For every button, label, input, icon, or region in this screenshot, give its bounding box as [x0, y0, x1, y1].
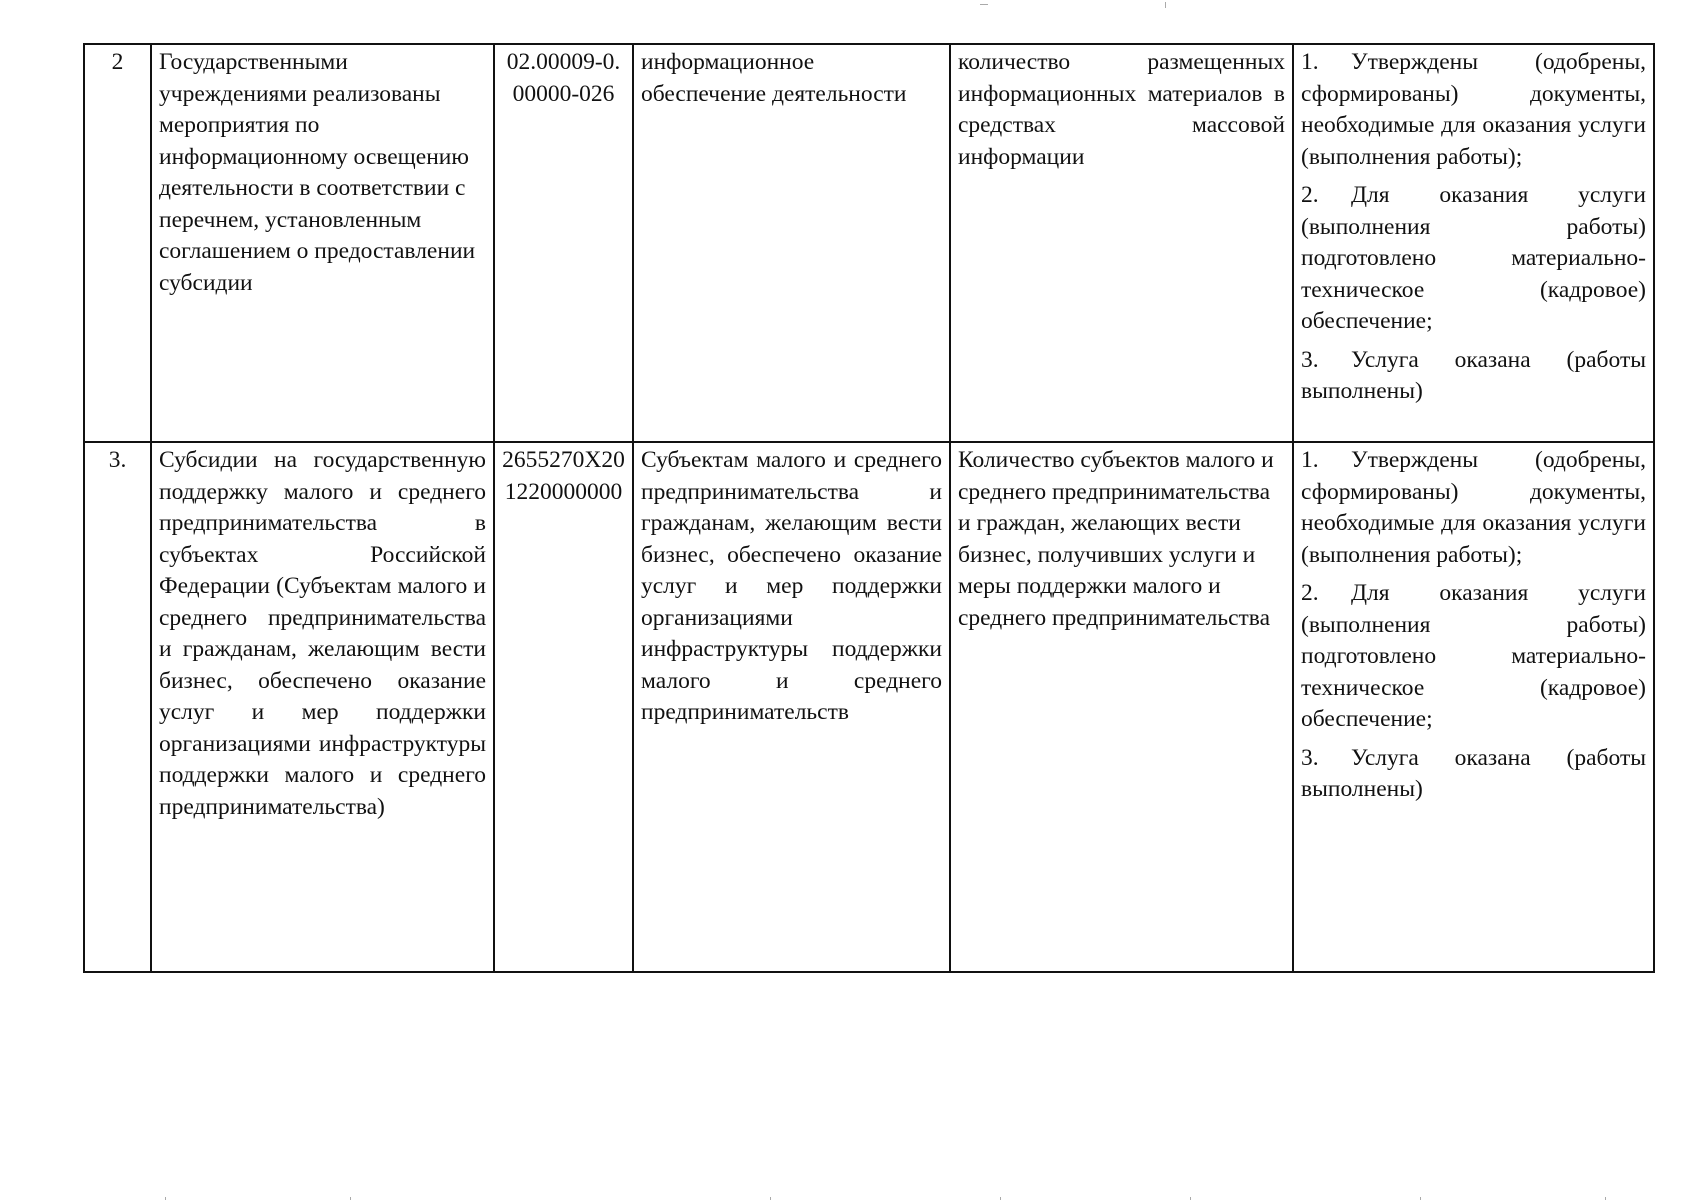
- condition-item: [1301, 180, 1646, 338]
- row-indicator: Количество субъектов малого и среднего предпринимательства и граждан, желающих вести бизнес, получивших услуги и меры поддержки малого и среднего предпринимательства: [950, 442, 1293, 972]
- document-table: [83, 43, 1655, 973]
- row-name: Субсидии на государственную поддержку малого и среднего предпринимательства в субъектах Российской Федерации (Субъектам малого и среднего предпринимательства и гражданам, желающим вести бизнес, обеспечено оказание услуг и мер поддержки организациями инфраструктуры поддержки малого и среднего предпринимательства): [151, 442, 494, 972]
- table-row: [84, 44, 1654, 442]
- condition-text: Для оказания услуги (выполнения работы) подготовлено материально-техническое (кадровое) обеспечение;: [1301, 182, 1646, 334]
- condition-number: 3.: [1301, 744, 1319, 771]
- condition-item: [1301, 345, 1646, 408]
- row-conditions: [1293, 442, 1654, 972]
- conditions-list: [1301, 47, 1646, 408]
- row-number: 2: [84, 44, 151, 442]
- row-number: 3.: [84, 442, 151, 972]
- scan-artifact: [1165, 2, 1166, 8]
- condition-text: Утверждены (одобрены, сформированы) документы, необходимые для оказания услуги (выполнения работы);: [1301, 49, 1646, 170]
- scan-artifact: [980, 4, 988, 5]
- row-code: 2655270X201220000000: [494, 442, 633, 972]
- row-content: информационное обеспечение деятельности: [633, 44, 950, 442]
- condition-text: Услуга оказана (работы выполнены): [1301, 346, 1646, 404]
- row-conditions: [1293, 44, 1654, 442]
- condition-text: Утверждены (одобрены, сформированы) документы, необходимые для оказания услуги (выполнения работы);: [1301, 447, 1646, 568]
- condition-number: 2.: [1301, 580, 1319, 606]
- row-code: 02.00009-0.00000-026: [494, 44, 633, 442]
- row-indicator: количество размещенных информационных материалов в средствах массовой информации: [950, 44, 1293, 442]
- condition-number: 3.: [1301, 346, 1319, 373]
- table-row: [84, 442, 1654, 972]
- row-content: Субъектам малого и среднего предпринимательства и гражданам, желающим вести бизнес, обеспечено оказание услуг и мер поддержки организациями инфраструктуры поддержки малого и среднего предпринимательств: [633, 442, 950, 972]
- condition-number: 1.: [1301, 49, 1319, 75]
- condition-item: [1301, 743, 1646, 806]
- condition-item: [1301, 47, 1646, 173]
- condition-number: 1.: [1301, 447, 1319, 473]
- condition-item: [1301, 445, 1646, 571]
- conditions-list: [1301, 445, 1646, 806]
- condition-number: 2.: [1301, 182, 1319, 208]
- condition-item: [1301, 578, 1646, 736]
- condition-text: Для оказания услуги (выполнения работы) подготовлено материально-техническое (кадровое) обеспечение;: [1301, 580, 1646, 732]
- row-name: Государственными учреждениями реализованы мероприятия по информационному освещению деятельности в соответствии с перечнем, установленным соглашением о предоставлении субсидии: [151, 44, 494, 442]
- condition-text: Услуга оказана (работы выполнены): [1301, 744, 1646, 802]
